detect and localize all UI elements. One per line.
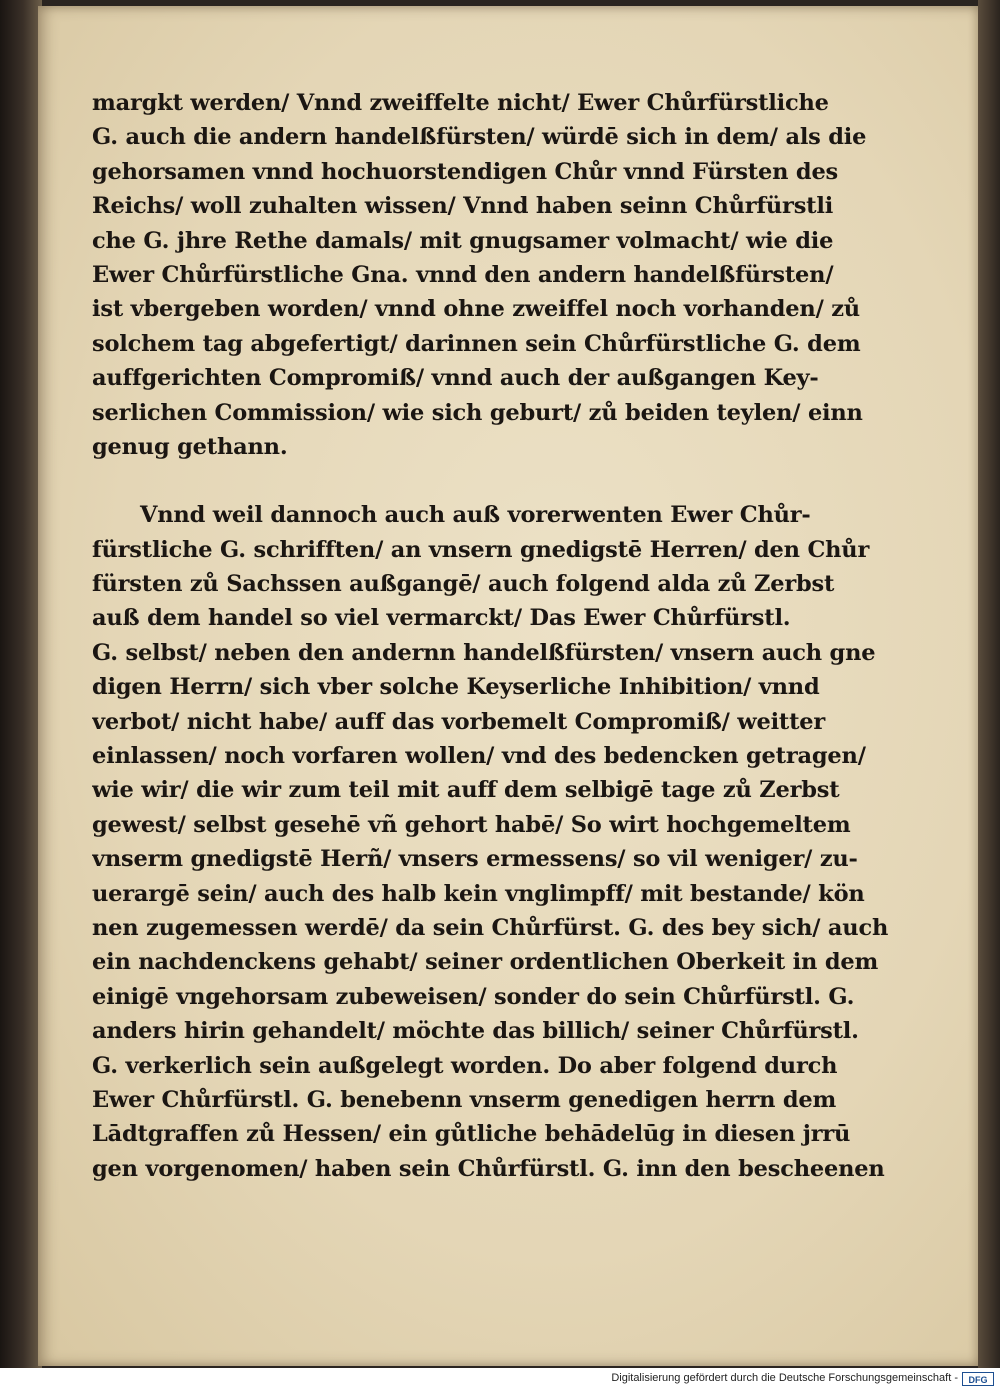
text-line: vnserm gnedigstē Herñ/ vnsers ermessens/ so vil weniger/ zu-: [92, 846, 858, 873]
text-line: margkt werden/ Vnnd zweiffelte nicht/ Ewer Chůrfürstliche: [92, 90, 829, 116]
text-line: verbot/ nicht habe/ auff das vorbemelt Compromiß/ weitter: [92, 708, 826, 735]
text-line: Lādtgraffen zů Hessen/ ein gůtliche behādelūg in diesen jrrū: [92, 1121, 851, 1148]
footer-bar: [0, 1368, 1000, 1391]
text-block: [92, 86, 892, 1186]
text-line: anders hirin gehandelt/ möchte das billich/ seiner Chůrfürstl.: [92, 1018, 859, 1045]
text-line: einlassen/ noch vorfaren wollen/ vnd des bedencken getragen/: [92, 743, 866, 770]
text-line: einigē vngehorsam zubeweisen/ sonder do sein Chůrfürstl. G.: [92, 983, 855, 1010]
dfg-logo: DFG: [962, 1372, 994, 1386]
text-line: ist vbergeben worden/ vnnd ohne zweiffel noch vorhanden/ zů: [92, 296, 860, 323]
book-gutter-shadow: [0, 0, 42, 1368]
text-line: wie wir/ die wir zum teil mit auff dem selbigē tage zů Zerbst: [92, 777, 840, 804]
text-line: fürsten zů Sachssen außgangē/ auch folgend alda zů Zerbst: [92, 571, 835, 598]
funding-credit: Digitalisierung gefördert durch die Deutsche Forschungsgemeinschaft -: [611, 1372, 958, 1384]
text-line: G. verkerlich sein außgelegt worden. Do aber folgend durch: [92, 1052, 838, 1079]
text-line: Reichs/ woll zuhalten wissen/ Vnnd haben seinn Chůrfürstli: [92, 193, 834, 220]
page-edge: [978, 0, 1000, 1368]
text-line: Ewer Chůrfürstliche Gna. vnnd den andern handelßfürsten/: [92, 261, 834, 288]
text-line: Ewer Chůrfürstl. G. benebenn vnserm genedigen herrn dem: [92, 1086, 837, 1113]
text-line: fürstliche G. schrifften/ an vnsern gnedigstē Herren/ den Chůr: [92, 536, 870, 563]
text-line: auß dem handel so viel vermarckt/ Das Ewer Chůrfürstl.: [92, 605, 791, 632]
text-line: gen vorgenomen/ haben sein Chůrfürstl. G. inn den bescheenen: [92, 1155, 885, 1182]
text-line: che G. jhre Rethe damals/ mit gnugsamer volmacht/ wie die: [92, 227, 834, 254]
text-line: serlichen Commission/ wie sich geburt/ zů beiden teylen/ einn: [92, 399, 863, 426]
paragraph-gap: [92, 464, 892, 498]
text-line: auffgerichten Compromiß/ vnnd auch der außgangen Key-: [92, 365, 819, 392]
text-line: Vnnd weil dannoch auch auß vorerwenten Ewer Chůr-: [140, 502, 811, 529]
text-line: digen Herrn/ sich vber solche Keyserliche Inhibition/ vnnd: [92, 674, 820, 701]
text-line: G. selbst/ neben den andernn handelßfürsten/ vnsern auch gne: [92, 639, 876, 666]
text-line: gewest/ selbst gesehē vñ gehort habē/ So wirt hochgemeltem: [92, 811, 851, 838]
text-line: uerargē sein/ auch des halb kein vnglimpff/ mit bestande/ kön: [92, 880, 865, 907]
paragraph-2: [92, 498, 892, 1186]
text-line: nen zugemessen werdē/ da sein Chůrfürst. G. des bey sich/ auch: [92, 914, 889, 941]
text-line: ein nachdenckens gehabt/ seiner ordentlichen Oberkeit in dem: [92, 949, 879, 976]
paragraph-1: [92, 86, 892, 464]
text-line: G. auch die andern handelßfürsten/ würdē sich in dem/ als die: [92, 124, 867, 151]
text-line: genug gethann.: [92, 433, 288, 460]
text-line: gehorsamen vnnd hochuorstendigen Chůr vnnd Fürsten des: [92, 158, 839, 185]
text-line: solchem tag abgefertigt/ darinnen sein Chůrfürstliche G. dem: [92, 330, 861, 357]
